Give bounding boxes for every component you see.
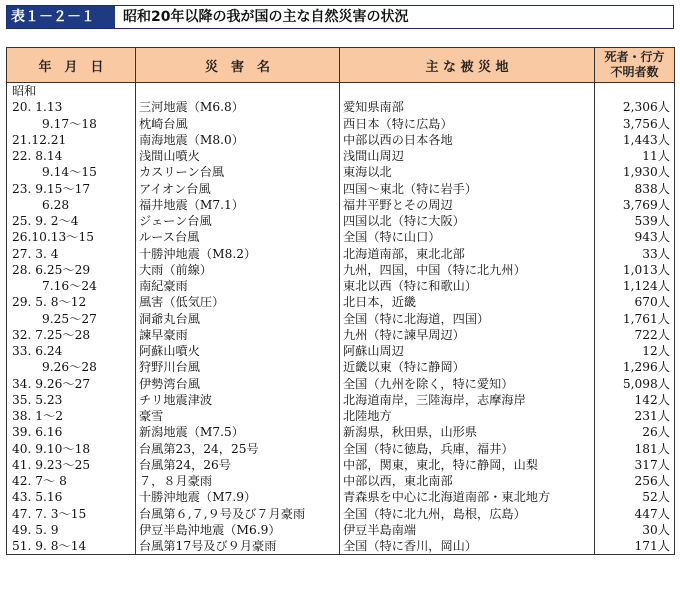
era-row [7, 83, 675, 100]
row-deaths: 12人 [595, 343, 675, 359]
row-deaths: 3,756人 [595, 116, 675, 132]
row-date: 9.17～18 [7, 116, 136, 132]
row-date: 9.26～28 [7, 359, 136, 375]
row-deaths: 3,769人 [595, 197, 675, 213]
row-deaths: 539人 [595, 213, 675, 229]
row-deaths: 231人 [595, 408, 675, 424]
row-affected-area: 全国（特に北九州，島根，広島） [340, 506, 595, 522]
row-affected-area: 中部以西の日本各地 [340, 132, 595, 148]
row-date: 22. 8.14 [7, 148, 136, 164]
row-disaster-name: 台風第６,７,９号及び７月豪雨 [136, 506, 340, 522]
row-date: 32. 7.25～28 [7, 327, 136, 343]
row-disaster-name: 狩野川台風 [136, 359, 340, 375]
row-date: 9.14～15 [7, 164, 136, 180]
row-date: 7.16～24 [7, 278, 136, 294]
row-date: 20. 1.13 [7, 99, 136, 115]
row-disaster-name: ７，８月豪雨 [136, 473, 340, 489]
row-date: 28. 6.25～29 [7, 262, 136, 278]
row-disaster-name: 大雨（前線） [136, 262, 340, 278]
row-deaths: 1,761人 [595, 311, 675, 327]
row-disaster-name: 福井地震（M7.1） [136, 197, 340, 213]
table-row [7, 538, 675, 555]
row-date: 51. 9. 8～14 [7, 538, 136, 555]
table-row [7, 506, 675, 522]
row-date: 26.10.13～15 [7, 229, 136, 245]
row-affected-area: 北陸地方 [340, 408, 595, 424]
disaster-table [6, 47, 675, 555]
row-deaths: 838人 [595, 181, 675, 197]
table-row [7, 473, 675, 489]
table-title-bar [6, 5, 674, 29]
row-disaster-name: 阿蘇山噴火 [136, 343, 340, 359]
header-date: 年 月 日 [7, 48, 136, 83]
header-affected-area: 主 な 被 災 地 [340, 48, 595, 83]
row-affected-area: 東北以西（特に和歌山） [340, 278, 595, 294]
row-disaster-name: 台風第24，26号 [136, 457, 340, 473]
table-row [7, 181, 675, 197]
row-deaths: 1,124人 [595, 278, 675, 294]
row-disaster-name: 伊勢湾台風 [136, 376, 340, 392]
table-row [7, 197, 675, 213]
row-date: 41. 9.23～25 [7, 457, 136, 473]
table-row [7, 164, 675, 180]
table-row [7, 522, 675, 538]
header-disaster-name: 災 害 名 [136, 48, 340, 83]
row-date: 49. 5. 9 [7, 522, 136, 538]
row-disaster-name: 十勝沖地震（M7.9） [136, 489, 340, 505]
row-affected-area: 中部，関東，東北，特に静岡，山梨 [340, 457, 595, 473]
row-affected-area: 浅間山周辺 [340, 148, 595, 164]
row-deaths: 30人 [595, 522, 675, 538]
row-date: 43. 5.16 [7, 489, 136, 505]
row-date: 34. 9.26～27 [7, 376, 136, 392]
row-deaths: 2,306人 [595, 99, 675, 115]
row-affected-area: 東海以北 [340, 164, 595, 180]
row-affected-area: 四国～東北（特に岩手） [340, 181, 595, 197]
table-row [7, 99, 675, 115]
table-row [7, 148, 675, 164]
row-disaster-name: 新潟地震（M7.5） [136, 424, 340, 440]
row-date: 47. 7. 3～15 [7, 506, 136, 522]
row-date: 27. 3. 4 [7, 246, 136, 262]
header-deaths-line1: 死者・行方 [604, 50, 665, 64]
row-date: 9.25～27 [7, 311, 136, 327]
row-date: 38. 1～2 [7, 408, 136, 424]
table-row [7, 132, 675, 148]
row-date: 40. 9.10～18 [7, 441, 136, 457]
row-disaster-name: ルース台風 [136, 229, 340, 245]
row-date: 23. 9.15～17 [7, 181, 136, 197]
row-deaths: 1,930人 [595, 164, 675, 180]
row-date: 6.28 [7, 197, 136, 213]
row-date: 39. 6.16 [7, 424, 136, 440]
row-affected-area: 阿蘇山周辺 [340, 343, 595, 359]
row-date: 25. 9. 2～4 [7, 213, 136, 229]
table-number-label: 表１－２－１ [7, 6, 115, 28]
table-title: 昭和20年以降の我が国の主な自然災害の状況 [123, 9, 409, 25]
row-date: 21.12.21 [7, 132, 136, 148]
table-row [7, 278, 675, 294]
row-deaths: 447人 [595, 506, 675, 522]
row-date: 29. 5. 8～12 [7, 294, 136, 310]
row-affected-area: 近畿以東（特に静岡） [340, 359, 595, 375]
row-deaths: 11人 [595, 148, 675, 164]
table-row [7, 457, 675, 473]
row-affected-area: 愛知県南部 [340, 99, 595, 115]
table-row [7, 392, 675, 408]
table-row [7, 408, 675, 424]
row-affected-area: 全国（特に香川，岡山） [340, 538, 595, 555]
era-label: 昭和 [7, 83, 136, 100]
header-deaths [595, 48, 675, 83]
row-affected-area: 九州（特に諫早周辺） [340, 327, 595, 343]
row-disaster-name: 台風第23，24，25号 [136, 441, 340, 457]
row-deaths: 5,098人 [595, 376, 675, 392]
row-disaster-name: 南海地震（M8.0） [136, 132, 340, 148]
row-deaths: 722人 [595, 327, 675, 343]
row-affected-area: 全国（特に北海道，四国） [340, 311, 595, 327]
row-deaths: 181人 [595, 441, 675, 457]
table-row [7, 359, 675, 375]
row-affected-area: 中部以西，東北南部 [340, 473, 595, 489]
row-affected-area: 新潟県，秋田県，山形県 [340, 424, 595, 440]
table-row [7, 229, 675, 245]
row-disaster-name: カスリーン台風 [136, 164, 340, 180]
row-deaths: 317人 [595, 457, 675, 473]
table-row [7, 246, 675, 262]
row-deaths: 943人 [595, 229, 675, 245]
row-deaths: 142人 [595, 392, 675, 408]
row-disaster-name: 風害（低気圧） [136, 294, 340, 310]
table-row [7, 441, 675, 457]
row-deaths: 52人 [595, 489, 675, 505]
row-deaths: 26人 [595, 424, 675, 440]
row-affected-area: 北海道南岸，三陸海岸，志摩海岸 [340, 392, 595, 408]
row-affected-area: 全国（九州を除く，特に愛知） [340, 376, 595, 392]
row-disaster-name: 南紀豪雨 [136, 278, 340, 294]
table-row [7, 311, 675, 327]
row-disaster-name: ジェーン台風 [136, 213, 340, 229]
row-deaths: 1,013人 [595, 262, 675, 278]
row-affected-area: 北日本，近畿 [340, 294, 595, 310]
row-disaster-name: 枕崎台風 [136, 116, 340, 132]
table-row [7, 327, 675, 343]
row-disaster-name: 三河地震（M6.8） [136, 99, 340, 115]
row-affected-area: 九州，四国，中国（特に北九州） [340, 262, 595, 278]
row-disaster-name: 洞爺丸台風 [136, 311, 340, 327]
table-row [7, 213, 675, 229]
table-row [7, 262, 675, 278]
table-row [7, 489, 675, 505]
row-date: 35. 5.23 [7, 392, 136, 408]
row-disaster-name: 浅間山噴火 [136, 148, 340, 164]
row-disaster-name: 台風第17号及び９月豪雨 [136, 538, 340, 555]
table-row [7, 343, 675, 359]
row-affected-area: 伊豆半島南端 [340, 522, 595, 538]
table-body [7, 83, 675, 555]
table-row [7, 376, 675, 392]
row-affected-area: 北海道南部，東北北部 [340, 246, 595, 262]
row-disaster-name: 諫早豪雨 [136, 327, 340, 343]
row-deaths: 1,296人 [595, 359, 675, 375]
row-deaths: 33人 [595, 246, 675, 262]
row-disaster-name: 伊豆半島沖地震（M6.9） [136, 522, 340, 538]
row-affected-area: 四国以北（特に大阪） [340, 213, 595, 229]
row-deaths: 256人 [595, 473, 675, 489]
header-deaths-line2: 不明者数 [610, 65, 659, 79]
row-deaths: 670人 [595, 294, 675, 310]
row-affected-area: 全国（特に徳島，兵庫，福井） [340, 441, 595, 457]
table-row [7, 116, 675, 132]
row-disaster-name: チリ地震津波 [136, 392, 340, 408]
row-disaster-name: アイオン台風 [136, 181, 340, 197]
table-row [7, 294, 675, 310]
row-affected-area: 西日本（特に広島） [340, 116, 595, 132]
table-row [7, 424, 675, 440]
row-date: 33. 6.24 [7, 343, 136, 359]
row-affected-area: 全国（特に山口） [340, 229, 595, 245]
header-row [7, 48, 675, 83]
row-disaster-name: 豪雪 [136, 408, 340, 424]
row-affected-area: 青森県を中心に北海道南部・東北地方 [340, 489, 595, 505]
row-deaths: 171人 [595, 538, 675, 555]
row-date: 42. 7～ 8 [7, 473, 136, 489]
row-deaths: 1,443人 [595, 132, 675, 148]
row-affected-area: 福井平野とその周辺 [340, 197, 595, 213]
row-disaster-name: 十勝沖地震（M8.2） [136, 246, 340, 262]
